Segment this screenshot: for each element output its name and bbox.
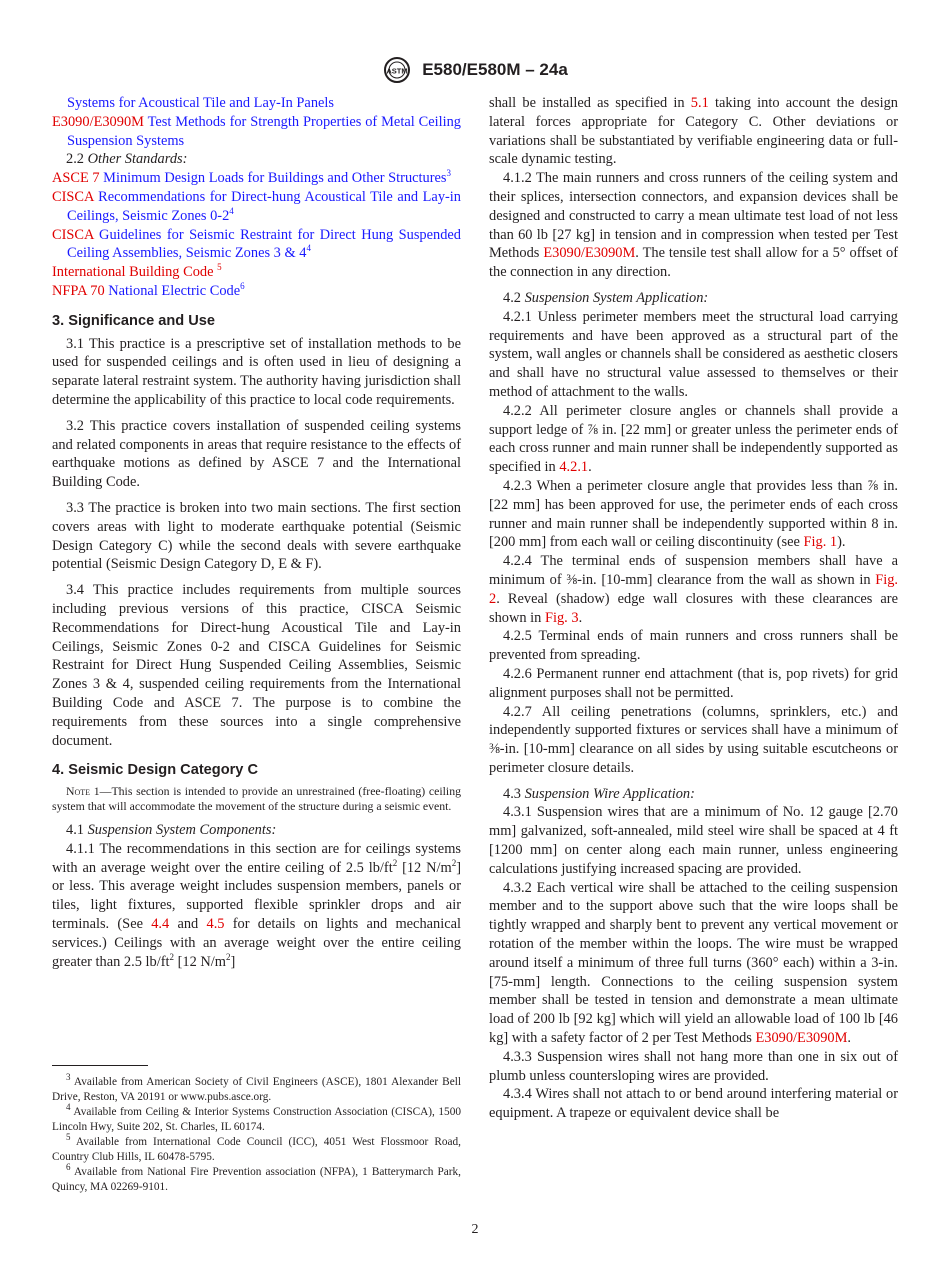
- paragraph-4-1-2: 4.1.2 The main runners and cross runners of the ceiling system and their splices, intersection connectors, and expansion devices shall be designed and constructed to carry a mean ultimate test load of not less than 60 lb [27 kg] in tension and in compression when tested per Test Methods E3090/E3090M. The tensile test shall allow for a 5° offset of the connection in any direction.: [489, 170, 898, 281]
- reference-entry: Systems for Acoustical Tile and Lay-In Panels: [67, 95, 334, 111]
- paragraph-4-2-5: 4.2.5 Terminal ends of main runners and cross runners shall be prevented from spreading.: [489, 628, 898, 664]
- page-header: [0, 55, 950, 85]
- section-3-heading: 3. Significance and Use: [52, 312, 216, 329]
- reference-entry: E3090/E3090M Test Methods for Strength Properties of Metal Ceiling Suspension Systems: [52, 113, 461, 149]
- paragraph-4-2-1: 4.2.1 Unless perimeter members meet the structural load carrying requirements and have been approved as a structural part of the system, wall angles or channels shall be considered as aesthetic closers and shall have no structural value assessed to themselves or their method of attachment to the walls.: [489, 308, 898, 400]
- page-number: 2: [471, 1222, 479, 1237]
- footnote: $^5$ Available from International Code Council (ICC), 4051 West Flossmoor Road, Country Club Hills, IL 60478-5795.: [52, 1132, 461, 1163]
- section-2-2-heading: 2.2 Other Standards:: [66, 151, 188, 168]
- section-4-heading: 4. Seismic Design Category C: [52, 762, 259, 779]
- paragraph-4-2-4: 4.2.4 The terminal ends of suspension members shall have a minimum of ⅜-in. [10-mm] clearance from the wall as shown in Fig. 2. Reveal (shadow) edge wall closures with these clearances are shown in Fig. 3.: [489, 553, 898, 626]
- left-column: [52, 94, 461, 971]
- reference-entry: NFPA 70 National Electric Code$^6$: [52, 281, 245, 299]
- figure-link[interactable]: Fig. 3: [544, 609, 579, 626]
- reference-link[interactable]: ASCE 7: [52, 170, 100, 187]
- reference-entry: CISCA Guidelines for Seismic Restraint for Direct Hung Suspended Ceiling Assemblies, Seismic Zones 3 & $4^4$: [52, 226, 461, 262]
- paragraph-4-3-3: 4.3.3 Suspension wires shall not hang more than one in six out of plumb unless countersloping wires are provided.: [489, 1048, 898, 1084]
- section-link[interactable]: 4.4: [151, 916, 170, 933]
- reference-link[interactable]: CISCA: [52, 226, 94, 243]
- figure-link[interactable]: Fig. 2: [489, 571, 898, 607]
- reference-link[interactable]: E3090/E3090M: [543, 245, 636, 262]
- reference-link[interactable]: NFPA 70: [52, 282, 105, 299]
- section-4-2-heading: 4.2 Suspension System Application:: [503, 289, 709, 306]
- paragraph-4-1-1: 4.1.1 The recommendations in this section are for ceilings systems with an average weight over the entire ceiling of 2.5 $lb/ft^2$ [12 $N/m^2$] or less. This average weight includes suspension members, panels or tiles, light fixtures, supported flexible sprinkler drops and air terminals. (See 4.4 and 4.5 for details on lights and mechanical services.) Ceilings with an average weight over the entire ceiling greater than 2.5 $lb/ft^2$ [12 $N/m^2$]: [52, 840, 461, 970]
- section-link[interactable]: 4.2.1: [559, 459, 589, 476]
- footnote: $^4$ Available from Ceiling & Interior Systems Construction Association (CISCA), 1500 Lincoln Hwy, Suite 202, St. Charles, IL 60174.: [52, 1102, 461, 1133]
- reference-link[interactable]: International Building Code: [52, 264, 214, 281]
- section-4-3-heading: 4.3 Suspension Wire Application:: [503, 785, 695, 802]
- paragraph-4-3-2: 4.3.2 Each vertical wire shall be attached to the ceiling suspension member and to the support above such that the wire loops shall be tightly wrapped and sharply bent to prevent any vertical movement or rotation of the member within the loops. The wire must be wrapped around itself a minimum of three full turns (360° each) within a 3-in. [75-mm] length. Connections to the ceiling suspension system member shall be tested in tension and demonstrate a mean ultimate load of 200 lb [92 kg] which will yield an allowable load of 100 lb [46 kg] with a safety factor of 2 per Test Methods E3090/E3090M.: [489, 879, 898, 1047]
- paragraph-4-2-2: 4.2.2 All perimeter closure angles or channels shall provide a support ledge of ⅞ in. [22 mm] or greater unless the perimeter ends of each cross runner and main runner shall be independently supported as specified in 4.2.1.: [489, 402, 898, 476]
- reference-link[interactable]: CISCA: [52, 188, 94, 205]
- right-column: [489, 94, 898, 1123]
- reference-entry: CISCA Recommendations for Direct-hung Acoustical Tile and Lay-in Ceilings, Seismic Zones $0-2^4$: [52, 188, 461, 224]
- note-1: Note 1—This section is intended to provide an unrestrained (free-floating) ceiling system that will accommodate the movement of the structure during a seismic event.: [52, 784, 461, 814]
- paragraph-3-3: 3.3 The practice is broken into two main sections. The first section covers areas with light to moderate earthquake potential (Seismic Design Category C) while the second deals with severe earthquake potential (Seismic Design Category D, E & F).: [52, 499, 461, 573]
- paragraph-4-3-4: 4.3.4 Wires shall not attach to or bend around interfering material or equipment. A trapeze or equivalent device shall be: [489, 1086, 898, 1122]
- reference-entry: International Building Code $^5$: [52, 262, 222, 281]
- section-link[interactable]: 4.5: [206, 916, 225, 933]
- footnotes: [52, 1072, 461, 1195]
- paragraph-3-1: 3.1 This practice is a prescriptive set of installation methods to be used for suspended ceilings and is often used in lieu of designing a separate lateral restraint system. The authority having jurisdiction shall determine the applicability of this practice to local code requirements.: [52, 335, 461, 408]
- paragraph-4-2-3: 4.2.3 When a perimeter closure angle that provides less than ⅞ in. [22 mm] has been approved for use, the perimeter ends of each cross runner and main runner shall be independently supported within 8 in. [200 mm] from each wall or ceiling discontinuity (see Fig. 1).: [489, 477, 898, 551]
- document-designation: E580/E580M – 24a: [422, 60, 568, 79]
- paragraph-3-4: 3.4 This practice includes requirements from multiple sources including previous versions of this practice, CISCA Seismic Recommendations for Direct-hung Acoustical Tile and Lay-in Ceilings, Seismic Zones 0-2 and CISCA Guidelines for Seismic Restraint for Direct Hung Suspended Ceiling Assemblies, Seismic Zones 3 & 4, suspended ceiling requirements from the International Building Code and ASCE 7. The purpose is to combine the requirements from these sources into a single comprehensive document.: [52, 582, 461, 749]
- paragraph-4-2-6: 4.2.6 Permanent runner end attachment (that is, pop rivets) for grid alignment purposes shall not be permitted.: [489, 665, 898, 701]
- footnote: $^3$ Available from American Society of Civil Engineers (ASCE), 1801 Alexander Bell Drive, Reston, VA 20191 or www.pubs.asce.org.: [52, 1072, 461, 1103]
- paragraph-continued: shall be installed as specified in 5.1 taking into account the design lateral forces appropriate for Category C. Other deviations or variations shall be substantiated by verifiable engineering data or full-scale dynamic testing.: [489, 95, 899, 168]
- astm-logo: [382, 55, 412, 85]
- footnote: $^6$ Available from National Fire Prevention association (NFPA), 1 Batterymarch Park, Quincy, MA 02269-9101.: [52, 1162, 461, 1193]
- section-4-1-heading: 4.1 Suspension System Components:: [66, 822, 277, 839]
- paragraph-4-2-7: 4.2.7 All ceiling penetrations (columns, sprinklers, etc.) and independently supported fixtures or services shall have a minimum of ⅜-in. [10-mm] clearance on all sides by using suitable escutcheons or perimeter closure details.: [489, 703, 898, 776]
- footnote-rule: [52, 1065, 148, 1066]
- section-link[interactable]: 5.1: [690, 95, 709, 111]
- paragraph-3-2: 3.2 This practice covers installation of suspended ceiling systems and related components in areas that require resistance to the effects of earthquake motions as defined by ASCE 7 and the International Building Code.: [52, 417, 461, 491]
- paragraph-4-3-1: 4.3.1 Suspension wires that are a minimum of No. 12 gauge [2.70 mm] galvanized, soft-annealed, mild steel wire shall be spaced at 4 ft [1200 mm] on center along each main runner, unless engineering calculations justifying increased spacing are provided.: [489, 804, 898, 877]
- figure-link[interactable]: Fig. 1: [803, 534, 838, 551]
- reference-link[interactable]: E3090/E3090M: [755, 1030, 848, 1047]
- svg-text:ASTM: ASTM: [386, 66, 408, 76]
- reference-link[interactable]: E3090/E3090M: [52, 113, 144, 130]
- reference-entry: ASCE 7 Minimum Design Loads for Buildings and Other Structures$^3$: [52, 168, 452, 187]
